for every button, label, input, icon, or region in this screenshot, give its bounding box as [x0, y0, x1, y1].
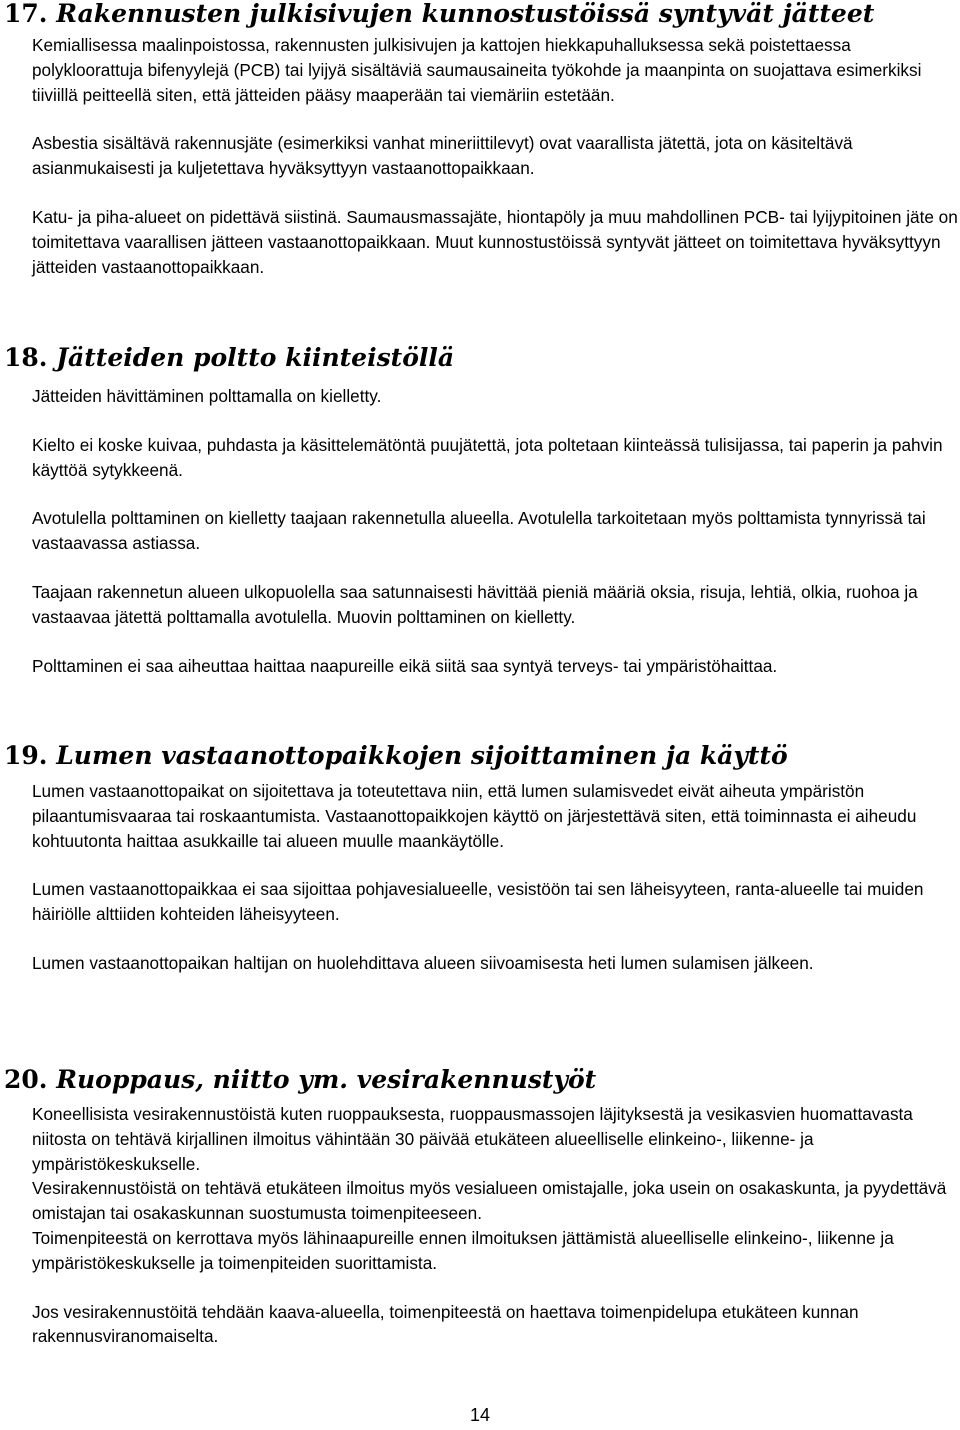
- section-20-body: [32, 1102, 960, 1349]
- paragraph: Jätteiden hävittäminen polttamalla on kielletty.: [32, 386, 382, 406]
- section-title: Ruoppaus, niitto ym. vesirakennustyöt: [56, 1065, 597, 1094]
- section-number: 19.: [4, 741, 48, 770]
- paragraph: Asbestia sisältävä rakennusjäte (esimerkiksi vanhat mineriittilevyt) ovat vaarallista jätettä, jota on käsiteltävä asianmukaisesti ja kuljetettava hyväksyttyyn vastaanottopaikkaan.: [32, 133, 853, 179]
- section-18-heading: [4, 344, 454, 372]
- section-title: Rakennusten julkisivujen kunnostustöissä syntyvät jätteet: [56, 0, 875, 28]
- section-number: 17.: [4, 0, 48, 28]
- section-18-body: [32, 384, 960, 678]
- section-19-heading: [4, 742, 788, 770]
- paragraph: Taajaan rakennetun alueen ulkopuolella saa satunnaisesti hävittää pieniä määriä oksia, risuja, lehtiä, olkia, ruohoa ja vastaavaa jätettä polttamalla avotulella. Muovin polttaminen on kielletty.: [32, 581, 918, 627]
- section-title: Lumen vastaanottopaikkojen sijoittaminen ja käyttö: [56, 741, 788, 770]
- paragraph: Katu- ja piha-alueet on pidettävä siistinä. Saumausmassajäte, hiontapöly ja muu mahdollinen PCB- tai lyijypitoinen jäte on toimitettava vaarallisen jätteen vastaanottopaikkaan. Muut kunnostustöissä syntyvät jätteet on toimitettava hyväksyttyyn jätteiden vastaanottopaikkaan.: [32, 206, 958, 277]
- section-20-heading: [4, 1066, 596, 1094]
- paragraph: Avotulella polttaminen on kielletty taajaan rakennetulla alueella. Avotulella tarkoitetaan myös polttamista tynnyrissä tai vastaavassa astiassa.: [32, 508, 926, 554]
- page-number: 14: [469, 1405, 491, 1425]
- paragraph: Koneellisista vesirakennustöistä kuten ruoppauksesta, ruoppausmassojen läjityksestä ja vesikasvien huomattavasta niitosta on tehtävä kirjallinen ilmoitus vähintään 30 päivää etukäteen alueelliselle elinkeino-, liikenne- ja ympäristökeskukselle.: [32, 1104, 913, 1174]
- paragraph: Vesirakennustöistä on tehtävä etukäteen ilmoitus myös vesialueen omistajalle, joka usein on osakaskunta, ja pyydettävä omistajan tai osakaskunnan suostumusta toimenpiteeseen.: [32, 1178, 947, 1224]
- paragraph: Lumen vastaanottopaikkaa ei saa sijoittaa pohjavesialueelle, vesistöön tai sen läheisyyteen, ranta-alueelle tai muiden häiriölle alttiiden kohteiden läheisyyteen.: [32, 879, 924, 925]
- section-number: 20.: [4, 1065, 48, 1094]
- section-19-body: [32, 779, 960, 976]
- paragraph: Lumen vastaanottopaikan haltijan on huolehdittava alueen siivoamisesta heti lumen sulamisen jälkeen.: [32, 952, 814, 973]
- section-title: Jätteiden poltto kiinteistöllä: [56, 343, 455, 372]
- paragraph: Jos vesirakennustöitä tehdään kaava-alueella, toimenpiteestä on haettava toimenpidelupa etukäteen kunnan rakennusviranomaiselta.: [32, 1301, 859, 1347]
- paragraph: Kielto ei koske kuivaa, puhdasta ja käsittelemätöntä puujätettä, jota poltetaan kiinteässä tulisijassa, tai paperin ja pahvin käyttöä sytykkeenä.: [32, 434, 943, 480]
- paragraph: Kemiallisessa maalinpoistossa, rakennusten julkisivujen ja kattojen hiekkapuhalluksessa sekä poistettaessa polykloorattuja bifenyylejä (PCB) tai lyijyä sisältäviä saumausaineita työkohde ja maanpinta on suojattava esimerkiksi tiiviillä peitteellä siten, että jätteiden pääsy maaperään tai viemäriin estetään.: [32, 35, 922, 105]
- section-17-body: [32, 33, 960, 279]
- section-17-heading: [4, 0, 874, 28]
- paragraph: Lumen vastaanottopaikat on sijoitettava ja toteutettava niin, että lumen sulamisvedet eivät aiheuta ympäristön pilaantumisvaaraa tai roskaantumista. Vastaanottopaikkojen käyttö on järjestettävä siten, että toiminnasta ei aiheudu kohtuutonta haittaa asukkaille tai alueen muulle maankäytölle.: [32, 781, 917, 851]
- paragraph: Toimenpiteestä on kerrottava myös lähinaapureille ennen ilmoituksen jättämistä alueelliselle elinkeino-, liikenne ja ympäristökeskukselle ja toimenpiteiden suorittamista.: [32, 1227, 894, 1273]
- paragraph: Polttaminen ei saa aiheuttaa haittaa naapureille eikä siitä saa syntyä terveys- tai ympäristöhaittaa.: [32, 655, 778, 676]
- section-number: 18.: [4, 343, 48, 372]
